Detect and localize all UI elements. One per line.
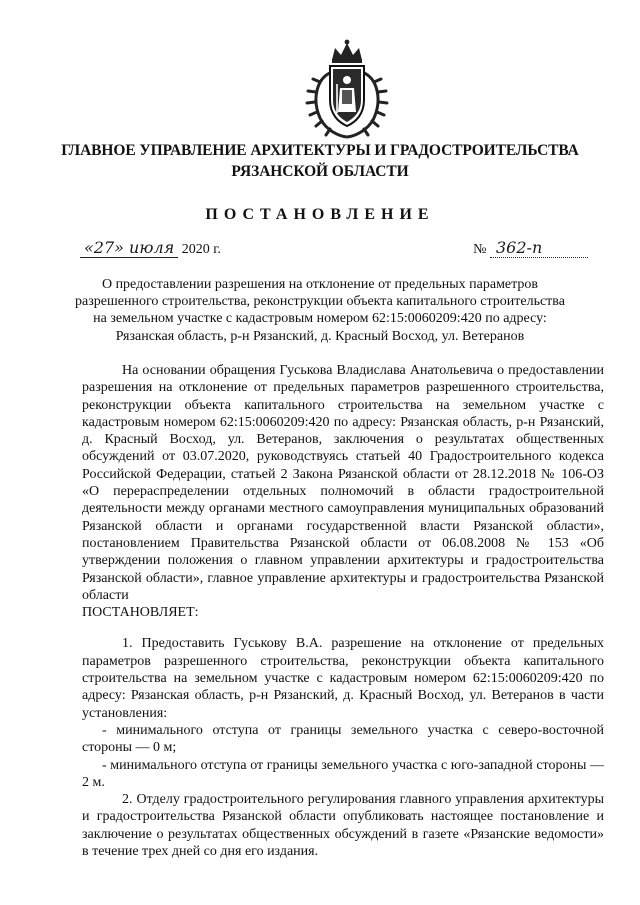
date-month: июля xyxy=(129,238,175,257)
clause-1: 1. Предоставить Гуськову В.А. разрешение на отклонение от предельных параметров разрешенного строительства, реконструкции объекта капитального строительства на земельном участке с кадастровым номером 62:15:0060209:420 по адресу: Рязанская область, р-н Рязанский, д. Красный Восход, ул. Ветеранов в части установления: xyxy=(82,636,604,721)
document-date xyxy=(80,238,221,258)
clause-2: 2. Отделу градостроительного регулирования главного управления архитектуры и градостроительства Рязанской области опубликовать настоящее постановление и заключение о результатах общественных обсуждений в газете «Рязанские ведомости» в течение трех дней со дня его издания. xyxy=(82,792,604,860)
document-body xyxy=(82,362,604,860)
number-value-handwritten: 362-п xyxy=(490,238,588,258)
date-close-quote: » xyxy=(114,238,124,257)
subject-line: О предоставлении разрешения на отклонение от предельных параметров xyxy=(101,277,539,292)
organization-name-line1: ГЛАВНОЕ УПРАВЛЕНИЕ АРХИТЕКТУРЫ И ГРАДОСТРОИТЕЛЬСТВА xyxy=(61,142,579,159)
clause-1-item-2: - минимального отступа от границы земельного участка с юго-западной стороны — 2 м. xyxy=(82,757,604,790)
organization-name xyxy=(30,140,610,182)
date-open-quote: « xyxy=(84,238,94,257)
number-sign: № xyxy=(473,242,487,257)
clause-1-item-1: - минимального отступа от границы земельного участка с северо-восточной стороны — 0 м; xyxy=(82,722,604,756)
decree-word: ПОСТАНОВЛЯЕТ: xyxy=(82,605,199,621)
date-year: 2020 г. xyxy=(181,242,221,257)
subject-line: разрешенного строительства, реконструкции объекта капитального строительства xyxy=(75,294,565,310)
date-day-month-handwritten xyxy=(80,238,178,258)
document-subject xyxy=(70,276,570,345)
subject-line: на земельном участке с кадастровым номером 62:15:0060209:420 по адресу: xyxy=(93,311,547,327)
organization-name-line2: РЯЗАНСКОЙ ОБЛАСТИ xyxy=(231,163,409,180)
document-number xyxy=(473,238,588,258)
coat-of-arms-emblem xyxy=(302,38,392,140)
subject-line: Рязанская область, р-н Рязанский, д. Красный Восход, ул. Ветеранов xyxy=(115,328,525,344)
preamble-paragraph: На основании обращения Гуськова Владислава Анатольевича о предоставлении разрешения на отклонение от предельных параметров разрешенного строительства, реконструкции объекта капитального строительства на земельном участке с кадастровым номером 62:15:0060209:420 по адресу: Рязанская область, р-н Рязанский, д. Красный Восход, ул. Ветеранов, заключения о результатах общественных обсуждений от 03.07.2020, руководствуясь статьей 40 Градостроительного кодекса Российской Федерации, статьей 2 Закона Рязанской области от 28.12.2018 № 106-ОЗ «О перераспределении отдельных полномочий в области градостроительной деятельности между органами местного самоуправления муниципальных образований Рязанской области и органами государственной власти Рязанской области», постановлением Правительства Рязанской области от 06.08.2008 № 153 «Об утверждении положения о главном управлении архитектуры и градостроительства Рязанской области», главное управление архитектуры и градостроительства Рязанской области xyxy=(82,363,604,603)
date-day: 27 xyxy=(93,238,115,257)
document-type-title: ПОСТАНОВЛЕНИЕ xyxy=(205,206,435,223)
date-number-row xyxy=(80,238,600,264)
